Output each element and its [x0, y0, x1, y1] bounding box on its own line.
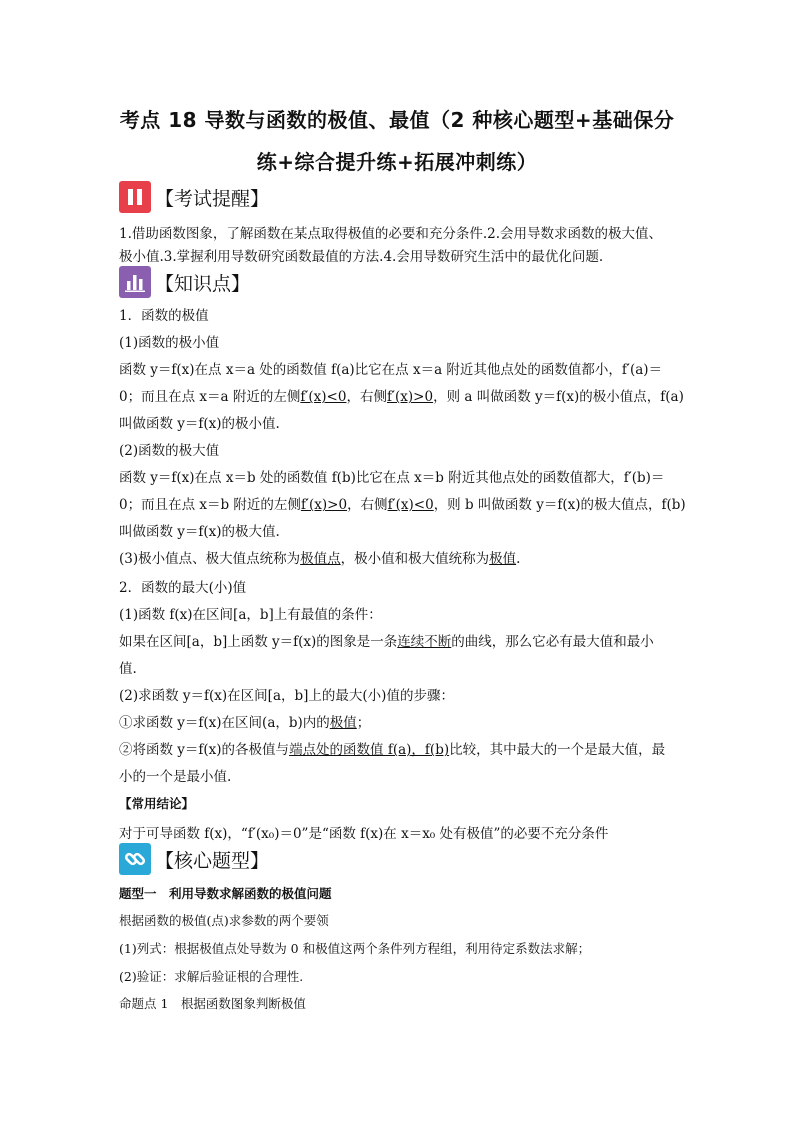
knowledge-line: 叫做函数 y＝f(x)的极大值.	[119, 524, 280, 540]
knowledge-line: (2)求函数 y＝f(x)在区间[a，b]上的最大(小)值的步骤：	[119, 688, 454, 704]
knowledge-line	[119, 738, 679, 758]
section-title: 【核心题型】	[155, 849, 270, 872]
text-span: ，则 b 叫做函数 y＝f(x)的极大值点，f(b)	[433, 497, 686, 513]
section-exam-reminder-header	[119, 181, 269, 213]
text-span: 比较，其中最大的一个是最大值，最	[449, 742, 666, 758]
text-span: ，极小值和极大值统称为	[340, 551, 490, 567]
text-span: ；	[356, 715, 371, 731]
underlined-term: 连续不断	[397, 634, 452, 650]
knowledge-line: 小的一个是最小值.	[119, 769, 232, 785]
knowledge-line	[119, 385, 684, 405]
underlined-term: 极值点	[300, 551, 341, 567]
knowledge-subheading: (1)函数的极小值	[119, 335, 220, 351]
text-span: 0；而且在点 x＝a 附近的左侧	[119, 389, 301, 405]
text-span: ②将函数 y＝f(x)的各极值与	[119, 742, 290, 758]
knowledge-line	[119, 547, 679, 567]
common-conclusion-heading: 【常用结论】	[119, 796, 195, 811]
underlined-term: 极值	[329, 715, 357, 731]
text-span: ，右侧	[346, 389, 387, 405]
text-span: ，则 a 叫做函数 y＝f(x)的极小值点，f(a)	[433, 389, 684, 405]
knowledge-line: 函数 y＝f(x)在点 x＝a 处的函数值 f(a)比它在点 x＝a 附近其他点处的函数值都小，f′(a)＝	[119, 362, 663, 378]
section-knowledge-header	[119, 266, 250, 298]
knowledge-subheading: (2)函数的极大值	[119, 443, 220, 459]
reminder-line: 极小值.3.掌握利用导数研究函数最值的方法.4.会用导数研究生活中的最优化问题.	[119, 249, 604, 265]
link-icon	[119, 843, 151, 875]
underlined-term: f′(x)<0	[300, 389, 347, 405]
text-span: ，右侧	[347, 497, 388, 513]
method-line: 根据函数的极值(点)求参数的两个要领	[119, 913, 329, 928]
knowledge-line	[119, 630, 679, 650]
common-conclusion-line: 对于可导函数 f(x)，“f′(x₀)＝0”是“函数 f(x)在 x＝x₀ 处有极值”的必要不充分条件	[119, 826, 609, 842]
method-line: (2)验证：求解后验证根的合理性.	[119, 969, 304, 984]
section-core-types-header	[119, 843, 269, 875]
method-line: (1)列式：根据极值点处导数为 0 和极值这两个条件列方程组，利用待定系数法求解；	[119, 941, 591, 956]
knowledge-line: 叫做函数 y＝f(x)的极小值.	[119, 416, 280, 432]
text-span: 如果在区间[a，b]上函数 y＝f(x)的图象是一条	[119, 634, 398, 650]
underlined-term: f′(x)>0	[300, 497, 348, 513]
reminder-line: 1.借助函数图象，了解函数在某点取得极值的必要和充分条件.2.会用导数求函数的极大值、	[119, 226, 663, 242]
knowledge-heading: 1．函数的极值	[119, 308, 209, 324]
page-title-line2: 练+综合提升练+拓展冲刺练）	[256, 150, 538, 174]
knowledge-line	[119, 493, 686, 513]
text-span: 0；而且在点 x＝b 附近的左侧	[119, 497, 301, 513]
question-type-heading: 题型一 利用导数求解函数的极值问题	[119, 886, 332, 901]
text-span: (3)极小值点、极大值点统称为	[119, 551, 301, 567]
knowledge-line	[119, 711, 679, 731]
proposition-heading: 命题点 1 根据函数图象判断极值	[119, 996, 306, 1011]
text-span: .	[516, 551, 521, 567]
page-title-line1: 考点 18 导数与函数的极值、最值（2 种核心题型+基础保分	[119, 108, 675, 132]
knowledge-heading: 2．函数的最大(小)值	[119, 580, 247, 596]
bar-chart-icon	[119, 266, 151, 298]
knowledge-line: (1)函数 f(x)在区间[a，b]上有最值的条件：	[119, 607, 382, 623]
underlined-term: 端点处的函数值 f(a)，f(b)	[289, 742, 450, 758]
section-title: 【考试提醒】	[155, 187, 270, 210]
section-title: 【知识点】	[155, 272, 251, 295]
text-span: ①求函数 y＝f(x)在区间(a，b)内的	[119, 715, 330, 731]
text-span: 的曲线，那么它必有最大值和最小	[451, 634, 654, 650]
underlined-term: f′(x)>0	[386, 389, 434, 405]
knowledge-line: 函数 y＝f(x)在点 x＝b 处的函数值 f(b)比它在点 x＝b 附近其他点处的函数值都大，f′(b)＝	[119, 470, 665, 486]
underlined-term: f′(x)<0	[387, 497, 434, 513]
knowledge-line: 值.	[119, 661, 137, 677]
underlined-term: 极值	[489, 551, 517, 567]
pause-icon	[119, 181, 151, 213]
